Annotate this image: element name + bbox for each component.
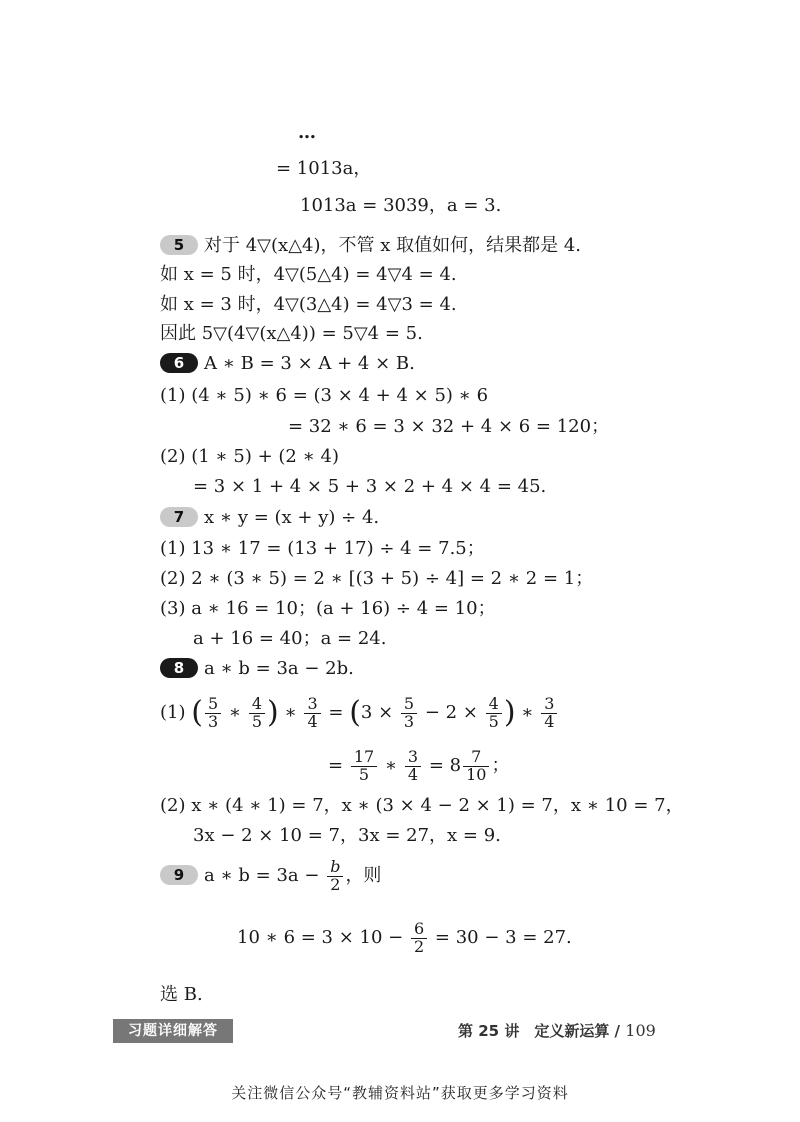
text-line: (2) (1 ∗ 5) + (2 ∗ 4): [160, 446, 339, 467]
footer-chapter: [458, 1019, 656, 1043]
paren: (: [349, 695, 361, 730]
problem-number-badge: 7: [160, 507, 198, 527]
operator: ∗: [521, 702, 534, 723]
text-line: (1) (4 ∗ 5) ∗ 6 = (3 × 4 + 4 × 5) ∗ 6: [160, 385, 489, 406]
problem-9-text: a ∗ b = 3a −: [204, 865, 320, 886]
problem-number-badge: 5: [160, 235, 198, 255]
punctuation: ；: [491, 755, 510, 776]
problem-5-head: [160, 234, 581, 258]
footer-section-label: 习题详细解答: [113, 1019, 233, 1043]
fraction: $\frac{4}{5}$: [249, 696, 265, 731]
problem-9-text-tail: ，则: [345, 865, 382, 886]
text-line: = 32 ∗ 6 = 3 × 32 + 4 × 6 = 120；: [288, 416, 610, 437]
equation-line: = 1013a，: [276, 158, 372, 179]
fraction: $\frac{5}{3}$: [401, 696, 417, 731]
problem-6-text: A ∗ B = 3 × A + 4 × B.: [204, 353, 415, 374]
problem-9-head: [160, 856, 381, 896]
operator: =: [328, 755, 344, 776]
page-number: 109: [625, 1021, 656, 1040]
footer-chapter-title: 第 25 讲 定义新运算 /: [458, 1022, 621, 1040]
fraction: $\frac{3}{4}$: [541, 696, 557, 731]
problem-number-badge: 6: [160, 353, 198, 373]
operator: ∗: [228, 702, 242, 723]
problem-number-badge: 8: [160, 658, 198, 678]
operator: ∗: [384, 755, 398, 776]
text-line: (3) a ∗ 16 = 10；(a + 16) ÷ 4 = 10；: [160, 598, 496, 619]
operator: =: [328, 702, 344, 723]
fraction: $\frac{3}{4}$: [304, 696, 320, 731]
problem-8-text: a ∗ b = 3a − 2b.: [204, 658, 354, 679]
problem-number-badge: 9: [160, 865, 198, 885]
problem-5-text: 对于 4▽(x△4)，不管 x 取值如何，结果都是 4.: [204, 235, 581, 256]
text-line: a + 16 = 40；a = 24.: [193, 628, 387, 649]
text-line: = 3 × 1 + 4 × 5 + 3 × 2 + 4 × 4 = 45.: [193, 476, 547, 497]
fraction: $\frac{3}{4}$: [405, 749, 421, 784]
problem-7-text: x ∗ y = (x + y) ÷ 4.: [204, 507, 380, 528]
problem-8-head: [160, 657, 354, 681]
watermark-text: 关注微信公众号“教辅资料站”获取更多学习资料: [231, 1084, 569, 1102]
problem-6-head: [160, 352, 415, 376]
text-line: 如 x = 3 时，4▽(3△4) = 4▽3 = 4.: [160, 294, 457, 315]
ellipsis: …: [298, 122, 316, 143]
fraction-equation-3: [237, 918, 572, 958]
paren: ): [267, 695, 279, 730]
expression: 3 ×: [360, 702, 394, 723]
answer-choice: 选 B.: [160, 984, 203, 1005]
fraction-equation-1: [160, 693, 559, 733]
expression: = 30 − 3 = 27.: [434, 927, 572, 948]
equation-line: 1013a = 3039，a = 3.: [300, 195, 502, 216]
text-line: 因此 5▽(4▽(x△4)) = 5▽4 = 5.: [160, 323, 423, 344]
expression: = 8: [428, 755, 462, 776]
subquestion-label: (1): [160, 702, 186, 723]
fraction: $\frac{17}{5}$: [351, 749, 377, 784]
fraction: $\frac{7}{10}$: [463, 749, 489, 784]
expression: 10 ∗ 6 = 3 × 10 −: [237, 927, 404, 948]
problem-7-head: [160, 506, 379, 530]
text-line: (2) 2 ∗ (3 ∗ 5) = 2 ∗ [(3 + 5) ÷ 4] = 2 ∗ 2 = 1；: [160, 568, 594, 589]
fraction-equation-2: [328, 746, 509, 786]
expression: − 2 ×: [424, 702, 478, 723]
operator: ∗: [284, 702, 297, 723]
text-line: (2) x ∗ (4 ∗ 1) = 7，x ∗ (3 × 4 − 2 × 1) = 7，x ∗ 10 = 7，: [160, 795, 684, 816]
paren: (: [191, 695, 203, 730]
text-line: 如 x = 5 时，4▽(5△4) = 4▽4 = 4.: [160, 264, 457, 285]
text-line: 3x − 2 × 10 = 7，3x = 27，x = 9.: [193, 825, 501, 846]
fraction: $\frac{4}{5}$: [486, 696, 502, 731]
paren: ): [503, 695, 516, 730]
fraction: $\frac{6}{2}$: [411, 921, 427, 956]
fraction: $\frac{b}{2}$: [327, 859, 343, 894]
text-line: (1) 13 ∗ 17 = (13 + 17) ÷ 4 = 7.5；: [160, 538, 485, 559]
fraction: $\frac{5}{3}$: [205, 696, 221, 731]
